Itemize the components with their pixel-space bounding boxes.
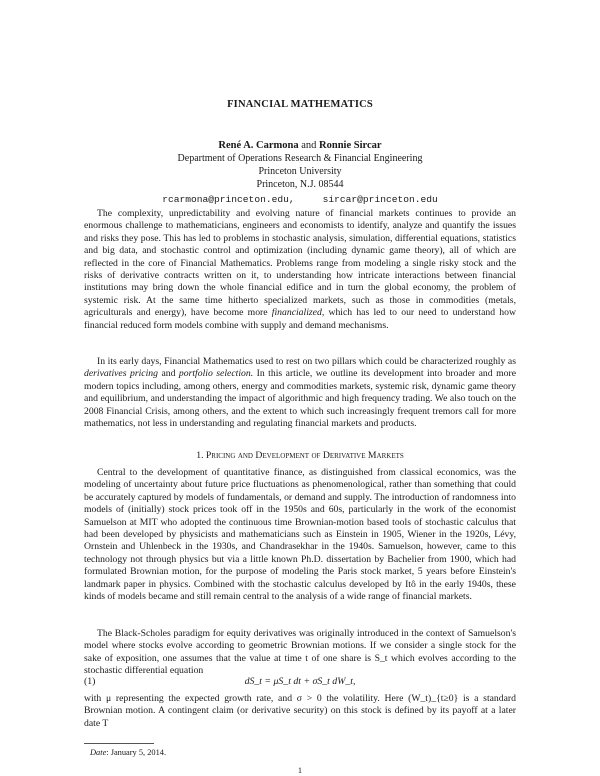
footnote-rule [84,743,154,744]
email-carmona: rcarmona@princeton.edu, [162,194,295,205]
body-paragraph-2: The Black-Scholes paradigm for equity derivatives was originally introduced in the context of Samuelson's model where stocks evolve according to geometric Brownian motions. If we consider a single stock for the sake of exposition, one assumes that the value at time t of one share is S_t which evolves according to the stochastic differential equation [84,628,516,677]
section-heading [0,450,600,461]
body-paragraph-3: with μ representing the expected growth rate, and σ > 0 the volatility. Here (W_t)_{t≥0} is a standard Brownian motion. A contingent claim (or derivative security) on this stock is defined by its payoff at a later date T [84,693,516,729]
abstract-paragraph-2: In its early days, Financial Mathematics used to rest on two pillars which could be characterized roughly as derivatives pricing and portfolio selection. In this article, we outline its development into broader and more modern topics including, among others, energy and commodities markets, systemic risk, dynamic game theory and equilibrium, and understanding the impact of algorithmic and high frequency trading. We also touch on the 2008 Financial Crisis, among others, and the extent to which such increasingly frequent tremors call for more mathematics, not less in understanding and regulating financial markets and products. [84,356,516,430]
affiliation-department: Department of Operations Research & Financial Engineering [177,153,423,164]
author-carmona: René A. Carmona [218,140,299,151]
author-emails [0,194,600,205]
section-title: Pricing and Development of Derivative Markets [205,450,404,461]
equation-body: dS_t = μS_t dt + σS_t dW_t, [244,676,356,687]
footnote-label: Date [90,748,107,757]
emphasis-derivatives-pricing: derivatives pricing [84,368,158,380]
footnote-date [90,748,166,757]
paper-title: FINANCIAL MATHEMATICS [227,99,373,110]
email-sircar: sircar@princeton.edu [322,194,438,205]
section-number: 1. [196,450,204,461]
abstract-paragraph-1: The complexity, unpredictability and evolving nature of financial markets continues to provide an enormous challenge to mathematicians, engineers and economists to identify, analyze and quantify the issues and risks they pose. This has led to problems in stochastic analysis, simulation, differential equations, statistics and big data, and stochastic control and optimization (including dynamic game theory), all of which are reflected in the core of Financial Mathematics. Problems range from modeling a single risky stock and the risks of derivative contracts written on it, to understanding how intricate interactions between financial institutions may bring down the whole financial edifice and in turn the global economy, the problem of systemic risk. At the same time hitherto specialized markets, such as those in commodities (metals, agriculturals and energy), have become more financialized, which has led to our need to understand how financial reduced form models combine with supply and demand mechanisms. [84,208,516,331]
body-paragraph-1: Central to the development of quantitative finance, as distinguished from classical economics, was the modeling of uncertainty about future price fluctuations as phenomenological, rather than something that could be accurately captured by models of fundamentals, or demand and supply. The introduction of randomness into models of (initially) stock prices took off in the 1950s and 60s, particularly in the work of the economist Samuelson at MIT who adopted the continuous time Brownian-motion based tools of stochastic calculus that had been developed by physicists and mathematicians such as Einstein in 1905, Wiener in the 1920s, Lévy, Ornstein and Uhlenbeck in the 1930s, and Chandrasekhar in the 1940s. Samuelson, however, came to this technology not through physics but via a little known Ph.D. dissertation by Bachelier from 1900, which had formulated Brownian motion, for the purpose of modeling the Paris stock market, 5 years before Einstein's landmark paper in physics. Combined with the stochastic calculus developed by Itô in the early 1940s, these kinds of models became and still remain central to the analysis of a wide range of financial markets. [84,467,516,603]
page-number: 1 [297,766,303,775]
affiliation-university: Princeton University [258,166,342,177]
author-conjunction: and [301,140,317,151]
author-line [0,139,600,152]
footnote-text: : January 5, 2014. [106,748,167,757]
equation-number: (1) [84,676,96,687]
author-sircar: Ronnie Sircar [319,140,382,151]
emphasis-portfolio-selection: portfolio selection. [178,368,254,380]
emphasis-financialized: financialized [271,307,322,319]
affiliation-location: Princeton, N.J. 08544 [256,179,344,190]
